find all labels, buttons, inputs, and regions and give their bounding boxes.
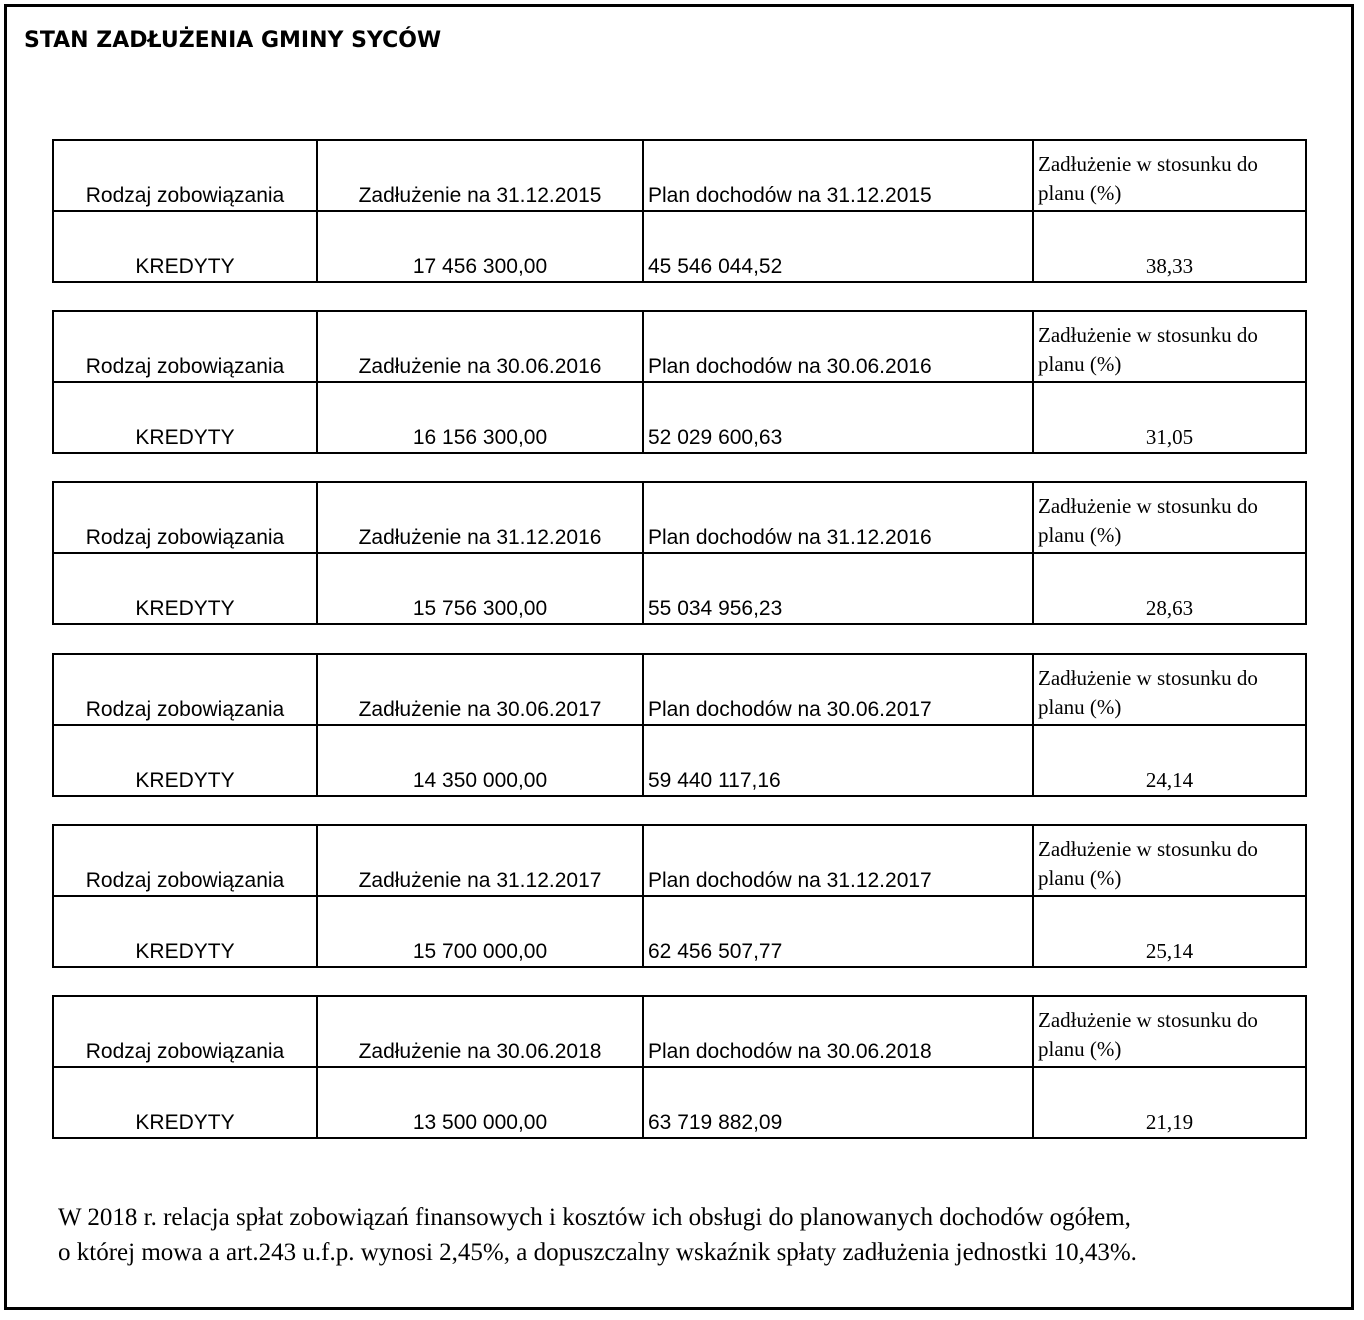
header-ratio: Zadłużenie w stosunku do planu (%)	[1033, 311, 1306, 382]
debt-table-2015-12	[52, 139, 1307, 283]
header-debt: Zadłużenie na 31.12.2017	[317, 825, 643, 896]
header-income-plan: Plan dochodów na 30.06.2017	[643, 654, 1033, 725]
table-row	[53, 896, 1306, 967]
cell-income-plan: 52 029 600,63	[643, 382, 1033, 453]
header-ratio: Zadłużenie w stosunku do planu (%)	[1033, 996, 1306, 1067]
table-header-row	[53, 825, 1306, 896]
cell-ratio: 31,05	[1033, 382, 1306, 453]
header-debt: Zadłużenie na 30.06.2018	[317, 996, 643, 1067]
cell-income-plan: 62 456 507,77	[643, 896, 1033, 967]
header-debt: Zadłużenie na 31.12.2016	[317, 482, 643, 553]
debt-table-2016-12	[52, 481, 1307, 625]
cell-type: KREDYTY	[53, 725, 317, 796]
table-row	[53, 725, 1306, 796]
summary-note	[58, 1200, 1318, 1270]
header-type: Rodzaj zobowiązania	[53, 996, 317, 1067]
summary-note-line-2: o której mowa a art.243 u.f.p. wynosi 2,45%, a dopuszczalny wskaźnik spłaty zadłużenia jednostki 10,43%.	[58, 1239, 1137, 1266]
cell-ratio: 28,63	[1033, 553, 1306, 624]
table-header-row	[53, 482, 1306, 553]
debt-table-2017-12	[52, 824, 1307, 968]
header-debt: Zadłużenie na 31.12.2015	[317, 140, 643, 211]
header-ratio: Zadłużenie w stosunku do planu (%)	[1033, 482, 1306, 553]
cell-ratio: 38,33	[1033, 211, 1306, 282]
header-ratio: Zadłużenie w stosunku do planu (%)	[1033, 140, 1306, 211]
cell-type: KREDYTY	[53, 1067, 317, 1138]
cell-type: KREDYTY	[53, 553, 317, 624]
header-type: Rodzaj zobowiązania	[53, 825, 317, 896]
cell-ratio: 21,19	[1033, 1067, 1306, 1138]
header-income-plan: Plan dochodów na 30.06.2016	[643, 311, 1033, 382]
summary-note-line-1: W 2018 r. relacja spłat zobowiązań finansowych i kosztów ich obsługi do planowanych dochodów ogółem,	[58, 1204, 1131, 1231]
debt-table-2016-06	[52, 310, 1307, 454]
header-ratio: Zadłużenie w stosunku do planu (%)	[1033, 825, 1306, 896]
debt-table-2017-06	[52, 653, 1307, 797]
header-type: Rodzaj zobowiązania	[53, 482, 317, 553]
header-ratio: Zadłużenie w stosunku do planu (%)	[1033, 654, 1306, 725]
table-row	[53, 1067, 1306, 1138]
cell-income-plan: 63 719 882,09	[643, 1067, 1033, 1138]
cell-type: KREDYTY	[53, 382, 317, 453]
cell-debt: 14 350 000,00	[317, 725, 643, 796]
header-income-plan: Plan dochodów na 30.06.2018	[643, 996, 1033, 1067]
page-title: STAN ZADŁUŻENIA GMINY SYCÓW	[24, 28, 442, 53]
table-header-row	[53, 996, 1306, 1067]
header-debt: Zadłużenie na 30.06.2016	[317, 311, 643, 382]
debt-table-2018-06	[52, 995, 1307, 1139]
cell-type: KREDYTY	[53, 211, 317, 282]
cell-debt: 15 756 300,00	[317, 553, 643, 624]
cell-debt: 16 156 300,00	[317, 382, 643, 453]
table-header-row	[53, 311, 1306, 382]
cell-debt: 17 456 300,00	[317, 211, 643, 282]
cell-debt: 15 700 000,00	[317, 896, 643, 967]
cell-type: KREDYTY	[53, 896, 317, 967]
header-debt: Zadłużenie na 30.06.2017	[317, 654, 643, 725]
header-income-plan: Plan dochodów na 31.12.2015	[643, 140, 1033, 211]
header-type: Rodzaj zobowiązania	[53, 140, 317, 211]
header-type: Rodzaj zobowiązania	[53, 654, 317, 725]
cell-income-plan: 59 440 117,16	[643, 725, 1033, 796]
cell-income-plan: 55 034 956,23	[643, 553, 1033, 624]
header-income-plan: Plan dochodów na 31.12.2017	[643, 825, 1033, 896]
cell-income-plan: 45 546 044,52	[643, 211, 1033, 282]
header-income-plan: Plan dochodów na 31.12.2016	[643, 482, 1033, 553]
cell-debt: 13 500 000,00	[317, 1067, 643, 1138]
table-row	[53, 553, 1306, 624]
table-header-row	[53, 140, 1306, 211]
table-header-row	[53, 654, 1306, 725]
cell-ratio: 24,14	[1033, 725, 1306, 796]
cell-ratio: 25,14	[1033, 896, 1306, 967]
table-row	[53, 211, 1306, 282]
header-type: Rodzaj zobowiązania	[53, 311, 317, 382]
table-row	[53, 382, 1306, 453]
